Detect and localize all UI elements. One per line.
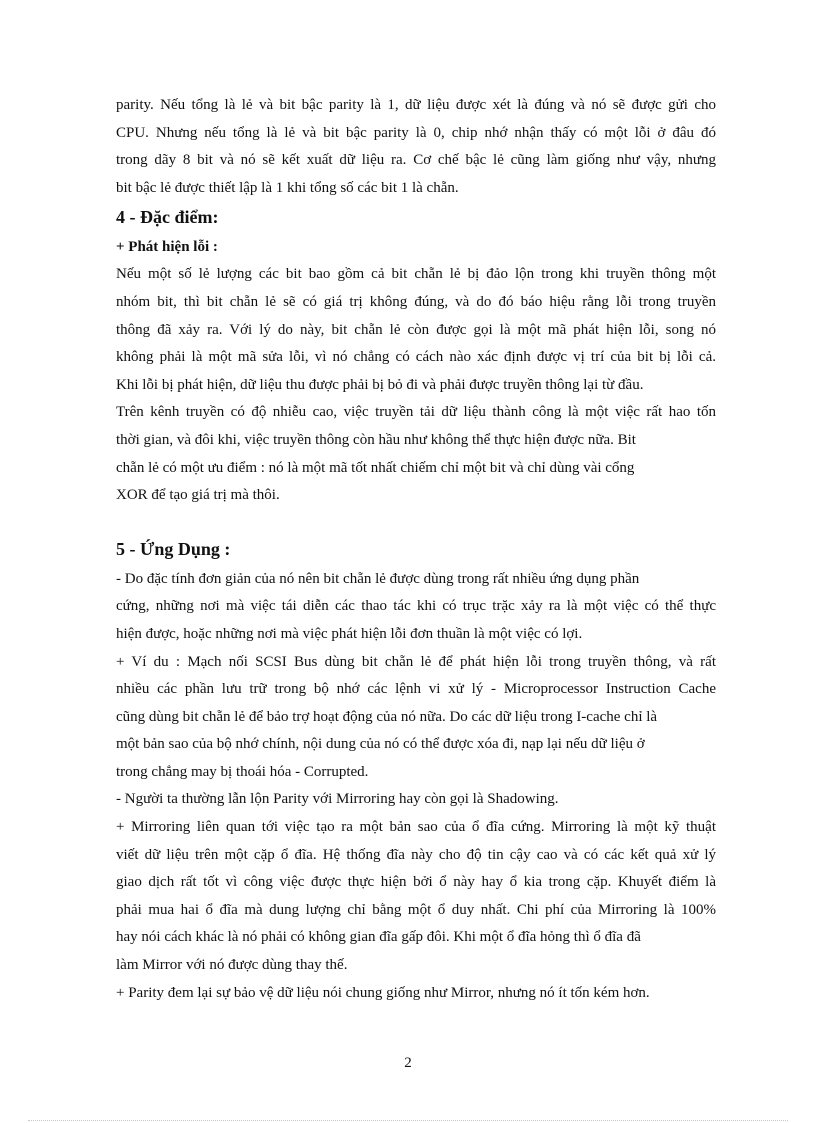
section-4-heading: 4 - Đặc điểm: [116,207,219,228]
text-line: hay nói cách khác là nó phải có không gian đĩa gấp đôi. Khi một ổ đĩa hỏng thì ổ đĩa đã [116,929,641,946]
document-body [116,92,716,1007]
text-line: - Người ta thường lẫn lộn Parity với Mirroring hay còn gọi là Shadowing. [116,791,559,808]
text-line: Nếu một số lẻ lượng các bit bao gồm cả bit chẵn lẻ bị đảo lộn trong khi truyền thông một [116,266,716,283]
error-detection-subheading: + Phát hiện lỗi : [116,239,218,256]
text-line: cứng, những nơi mà việc tái diễn các thao tác khi có trục trặc xảy ra là một việc có thể thực [116,598,716,615]
text-line: phải mua hai ổ đĩa mà dung lượng chỉ bằng một ổ duy nhất. Chi phí của Mirroring là 100% [116,901,716,918]
text-line: giao dịch rất tốt vì công việc được thực hiện bởi ổ này hay ổ kia trong cặp. Khuyết điểm là [116,874,716,891]
text-line: không phải là một mã sửa lỗi, vì nó chẳng có cách nào xác định được vị trí của bit bị lỗi cả. [116,349,716,366]
text-line: + Ví du : Mạch nối SCSI Bus dùng bit chẵn lẻ để phát hiện lỗi trong truyền thông, và rất [116,653,716,670]
text-line: bit bậc lẻ được thiết lập là 1 khi tổng số các bit 1 là chẵn. [116,179,459,196]
text-line: nhiều các phần lưu trữ trong bộ nhớ các lệnh vi xử lý - Microprocessor Instruction Cache [116,681,716,698]
text-line: thời gian, và đôi khi, việc truyền thông còn hầu như không thể thực hiện được nữa. Bit [116,431,636,448]
text-line: trong chẳng may bị thoái hóa - Corrupted. [116,763,369,780]
text-line: hiện được, hoặc những nơi mà việc phát hiện lỗi đơn thuần là một việc có lợi. [116,625,583,642]
text-line: XOR để tạo giá trị mà thôi. [116,487,280,504]
text-line: - Do đặc tính đơn giản của nó nên bit chẵn lẻ được dùng trong rất nhiều ứng dụng phần [116,570,640,587]
text-line: Khi lỗi bị phát hiện, dữ liệu thu được phải bị bỏ đi và phải được truyền thông lại từ đầu. [116,376,644,393]
section-4-paragraph [116,261,716,509]
text-line: thông đã xảy ra. Với lý do này, bit chẵn lẻ còn được gọi là một mã phát hiện lỗi, song nó [116,321,716,338]
text-line: một bản sao của bộ nhớ chính, nội dung của nó có thể được xóa đi, nạp lại nếu dữ liệu ở [116,736,645,753]
text-line: Trên kênh truyền có độ nhiễu cao, việc truyền tải dữ liệu thành công là một việc rất hao tốn [116,404,716,421]
text-line: viết dữ liệu trên một cặp ổ đĩa. Hệ thống đĩa này cho độ tin cậy cao và có các kết quả xử lý [116,846,716,863]
section-5-paragraph [116,566,716,1008]
text-line: cũng dùng bit chẵn lẻ để bảo trợ hoạt động của nó nữa. Do các dữ liệu trong I-cache chỉ là [116,708,658,725]
page-number: 2 [404,1055,412,1071]
text-line: CPU. Nhưng nếu tổng là lẻ và bit bậc parity là 0, chip nhớ nhận thấy có một lỗi ở đâu đó [116,124,716,141]
text-line: + Mirroring liên quan tới việc tạo ra một bản sao của ổ đĩa cứng. Mirroring là một kỹ thuật [116,819,716,836]
text-line: trong dãy 8 bit và nó sẽ kết xuất dữ liệu ra. Cơ chế bậc lẻ cũng làm giống như vậy, nhưng [116,152,716,169]
text-line: + Parity đem lại sự bảo vệ dữ liệu nói chung giống như Mirror, nhưng nó ít tốn kém hơn. [116,984,650,1001]
text-line: nhóm bit, thì bit chẵn lẻ sẽ có giá trị không đúng, và do đó báo hiệu rằng lỗi trong truyền [116,293,716,310]
page-bottom-divider [28,1120,788,1121]
text-line: parity. Nếu tổng là lẻ và bit bậc parity là 1, dữ liệu được xét là đúng và nó sẽ được gửi cho [116,97,716,113]
text-line: làm Mirror với nó được dùng thay thế. [116,957,348,974]
intro-paragraph [116,92,716,202]
text-line: chẵn lẻ có một ưu điểm : nó là một mã tốt nhất chiếm chỉ một bit và chỉ dùng vài cổng [116,459,635,476]
section-5-heading: 5 - Ứng Dụng : [116,538,231,559]
